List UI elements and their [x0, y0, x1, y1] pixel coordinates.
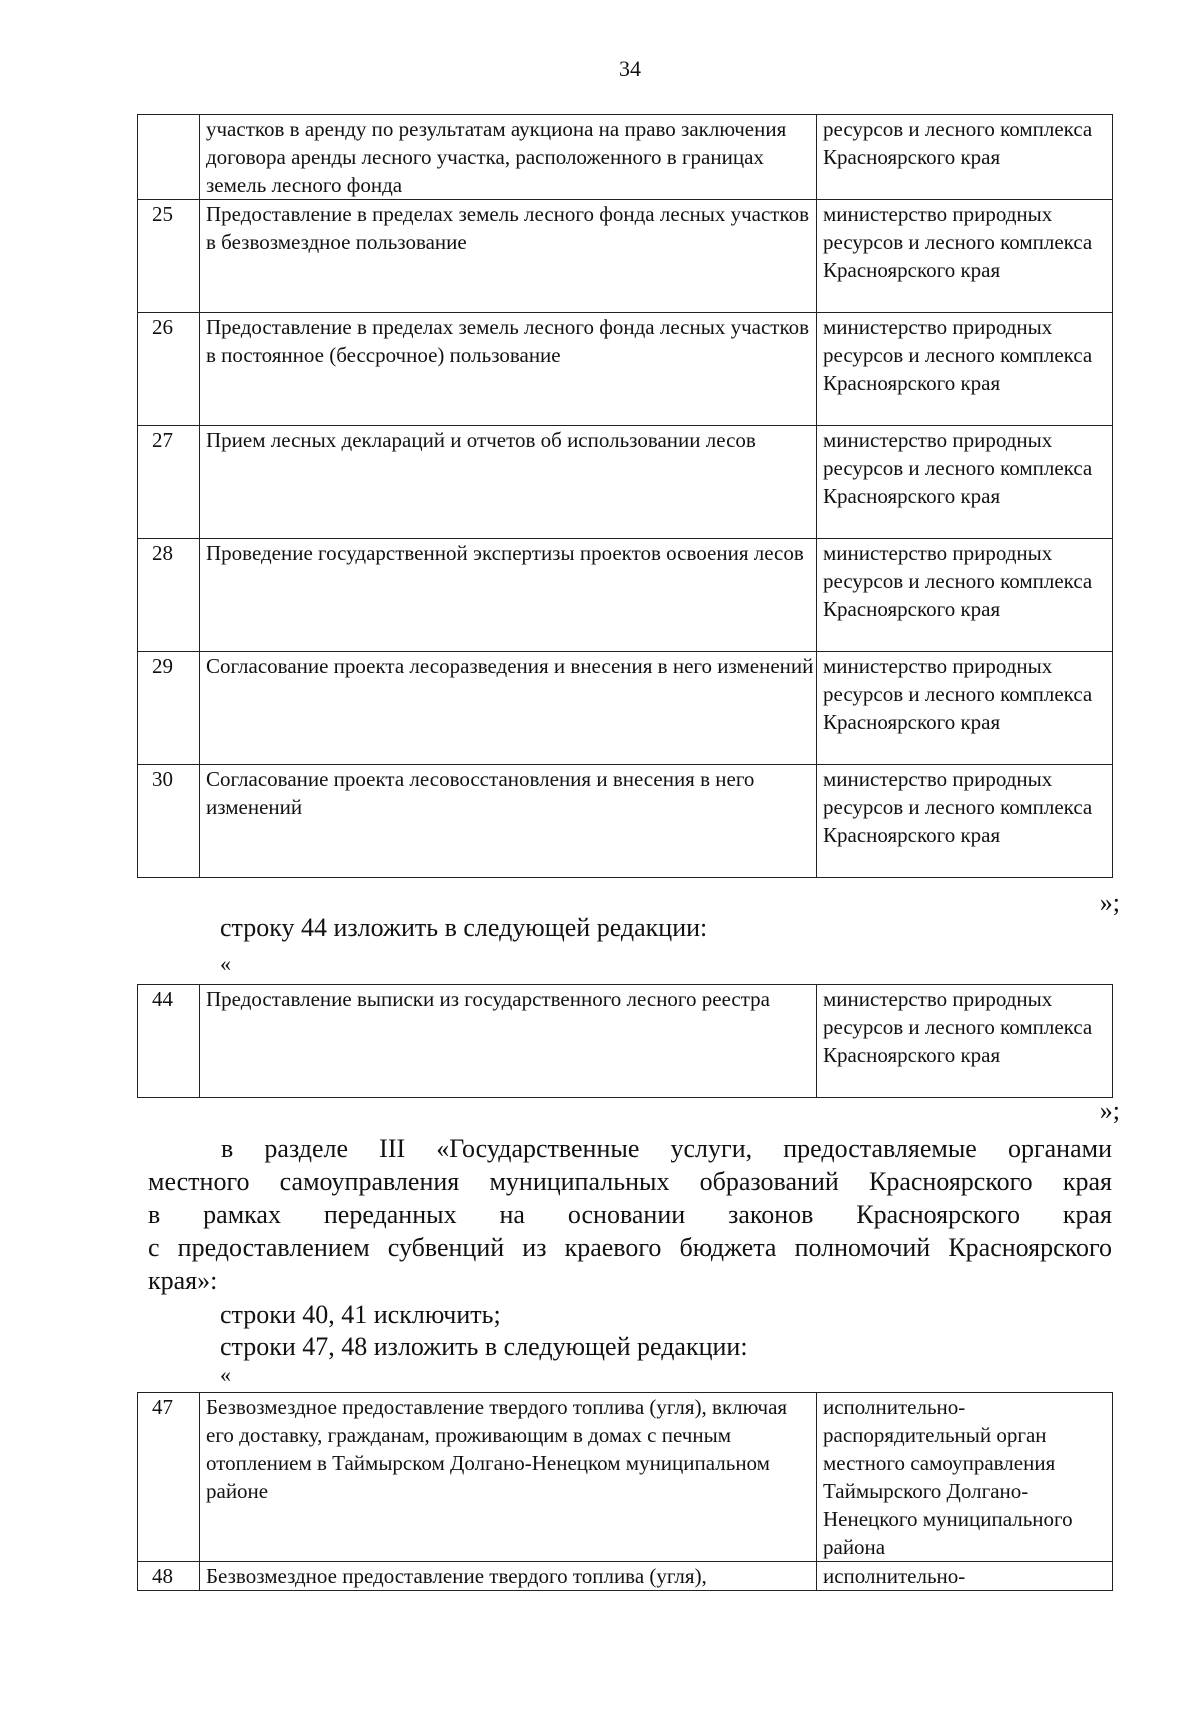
service-name: Прием лесных деклараций и отчетов об использовании лесов	[200, 426, 817, 539]
table-row	[138, 200, 1113, 313]
responsible-organ: министерство природных ресурсов и лесного комплекса Красноярского края	[817, 765, 1113, 878]
responsible-organ: исполнительно-распорядительный орган местного самоуправления Таймырского Долгано-Ненецкого муниципального района	[817, 1393, 1113, 1562]
service-name: Проведение государственной экспертизы проектов освоения лесов	[200, 539, 817, 652]
responsible-organ: министерство природных ресурсов и лесного комплекса Красноярского края	[817, 652, 1113, 765]
row-number: 29	[138, 652, 200, 765]
paragraph-line: в рамках переданных на основании законов Красноярского края	[148, 1200, 1112, 1229]
row-number: 47	[138, 1393, 200, 1562]
service-name: Безвозмездное предоставление твердого топлива (угля),	[200, 1562, 817, 1591]
table-row	[138, 765, 1113, 878]
responsible-organ: исполнительно-	[817, 1562, 1113, 1591]
row-number: 48	[138, 1562, 200, 1591]
paragraph-line: местного самоуправления муниципальных образований Красноярского края	[148, 1167, 1112, 1196]
service-name: Предоставление в пределах земель лесного фонда лесных участков в постоянное (бессрочное) пользование	[200, 313, 817, 426]
closing-quote: »;	[1099, 1096, 1120, 1125]
instruction-line: строки 47, 48 изложить в следующей редакции:	[220, 1332, 748, 1361]
service-name: Предоставление выписки из государственного лесного реестра	[200, 985, 817, 1098]
responsible-organ: министерство природных ресурсов и лесного комплекса Красноярского края	[817, 539, 1113, 652]
paragraph-line: края»:	[148, 1266, 218, 1295]
row-number: 28	[138, 539, 200, 652]
row-number: 30	[138, 765, 200, 878]
table-row	[138, 539, 1113, 652]
responsible-organ: ресурсов и лесного комплекса Красноярского края	[817, 115, 1113, 200]
service-name: Безвозмездное предоставление твердого топлива (угля), включая его доставку, гражданам, проживающим в домах с печным отоплением в Таймырском Долгано-Ненецком муниципальном районе	[200, 1393, 817, 1562]
row-number: 25	[138, 200, 200, 313]
amendment-paragraph	[148, 1132, 1112, 1297]
service-name: участков в аренду по результатам аукциона на право заключения договора аренды лесного участка, расположенного в границах земель лесного фонда	[200, 115, 817, 200]
responsible-organ: министерство природных ресурсов и лесного комплекса Красноярского края	[817, 985, 1113, 1098]
table-row	[138, 313, 1113, 426]
table-row	[138, 426, 1113, 539]
row-number: 44	[138, 985, 200, 1098]
opening-quote: «	[220, 951, 231, 976]
services-table-local-government	[137, 1392, 1113, 1591]
table-row	[138, 1393, 1113, 1562]
page-number: 34	[619, 56, 641, 81]
row-number	[138, 115, 200, 200]
paragraph-line: в разделе III «Государственные услуги, предоставляемые органами	[221, 1134, 1112, 1163]
closing-quote: »;	[1099, 888, 1120, 917]
instruction-line: строку 44 изложить в следующей редакции:	[220, 913, 708, 942]
service-name: Согласование проекта лесоразведения и внесения в него изменений	[200, 652, 817, 765]
responsible-organ: министерство природных ресурсов и лесного комплекса Красноярского края	[817, 313, 1113, 426]
table-row	[138, 985, 1113, 1098]
row-number: 27	[138, 426, 200, 539]
table-row	[138, 1562, 1113, 1591]
responsible-organ: министерство природных ресурсов и лесного комплекса Красноярского края	[817, 200, 1113, 313]
services-table-row-44	[137, 984, 1113, 1098]
instruction-line: строки 40, 41 исключить;	[220, 1300, 501, 1329]
service-name: Согласование проекта лесовосстановления и внесения в него изменений	[200, 765, 817, 878]
paragraph-line: с предоставлением субвенций из краевого бюджета полномочий Красноярского	[148, 1233, 1112, 1262]
service-name: Предоставление в пределах земель лесного фонда лесных участков в безвозмездное пользование	[200, 200, 817, 313]
table-row	[138, 652, 1113, 765]
responsible-organ: министерство природных ресурсов и лесного комплекса Красноярского края	[817, 426, 1113, 539]
opening-quote: «	[220, 1362, 231, 1387]
table-row	[138, 115, 1113, 200]
row-number: 26	[138, 313, 200, 426]
services-table-forestry	[137, 114, 1113, 878]
